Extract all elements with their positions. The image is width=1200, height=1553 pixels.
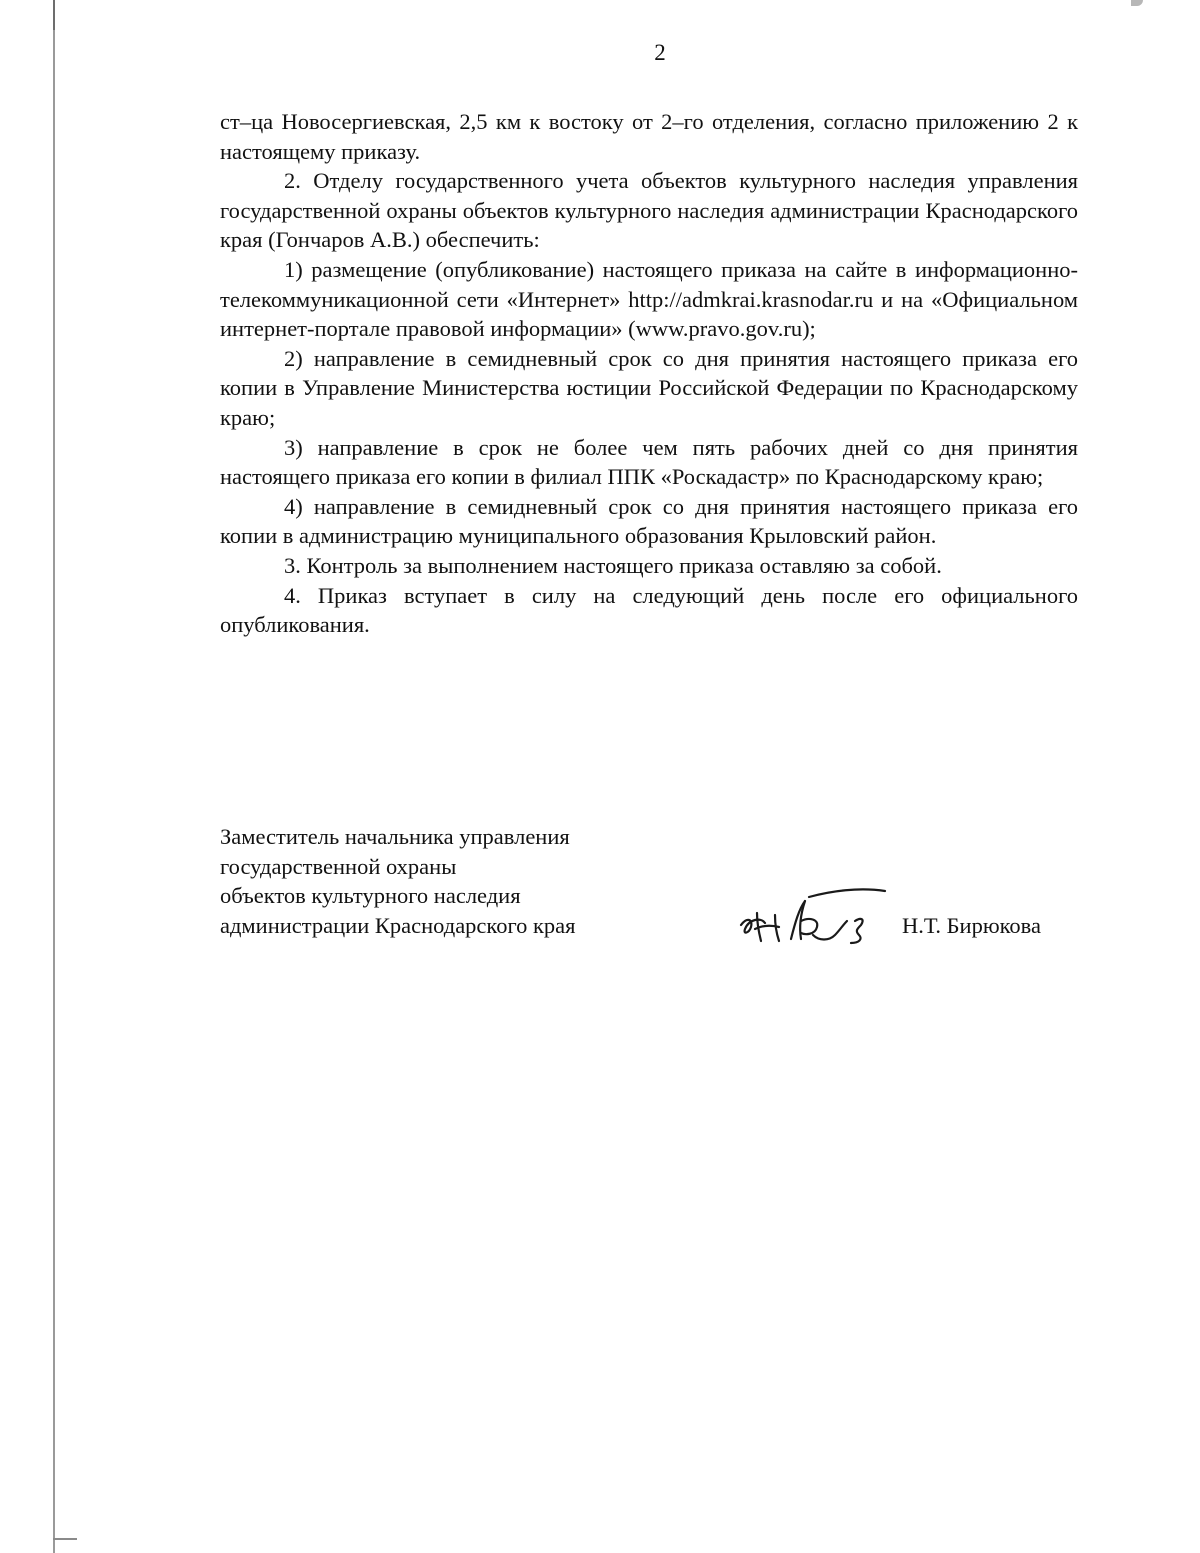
scan-border-top [53, 0, 55, 30]
paragraph-subitem-4: 4) направление в семидневный срок со дня принятия настоящего приказа его копии в администрацию муниципального образования Крыловский район. [220, 493, 1078, 549]
paragraph-subitem-1: 1) размещение (опубликование) настоящего приказа на сайте в информационно-телекоммуникационной сети «Интернет» http://admkrai.krasnodar.ru и на «Официальном интернет-портале правовой информации» (www.pravo.gov.ru); [220, 256, 1078, 342]
paragraph-continuation: ст–ца Новосергиевская, 2,5 км к востоку от 2–го отделения, согласно приложению 2 к настоящему приказу. [220, 109, 1078, 164]
handwritten-signature [735, 883, 895, 953]
signatory-position-line: государственной охраны [220, 853, 457, 879]
paragraph-item-3: 3. Контроль за выполнением настоящего приказа оставляю за собой. [284, 552, 942, 578]
signatory-position-line: объектов культурного наследия [220, 883, 521, 909]
paragraph-subitem-3: 3) направление в срок не более чем пять рабочих дней со дня принятия настоящего приказа его копии в филиал ППК «Роскадастр» по Краснодарскому краю; [220, 434, 1078, 490]
page-number: 2 [654, 40, 666, 65]
scan-corner-mark [1131, 0, 1143, 6]
signatory-position [220, 822, 680, 940]
signatory-name: Н.Т. Бирюкова [902, 913, 1041, 938]
signatory-position-line: Заместитель начальника управления [220, 824, 570, 849]
paragraph-item-2: 2. Отделу государственного учета объектов культурного наследия управления государственной охраны объектов культурного наследия администрации Краснодарского края (Гончаров А.В.) обеспечить: [220, 168, 1078, 253]
paragraph-item-4: 4. Приказ вступает в силу на следующий день после его официального опубликования. [220, 582, 1078, 638]
document-body [220, 107, 1078, 640]
paragraph-subitem-2: 2) направление в семидневный срок со дня принятия настоящего приказа его копии в Управление Министерства юстиции Российской Федерации по Краснодарскому краю; [220, 345, 1078, 430]
scan-border-bottom [53, 1538, 77, 1540]
signatory-position-line: администрации Краснодарского края [220, 912, 576, 938]
scan-border-left [53, 0, 55, 1553]
